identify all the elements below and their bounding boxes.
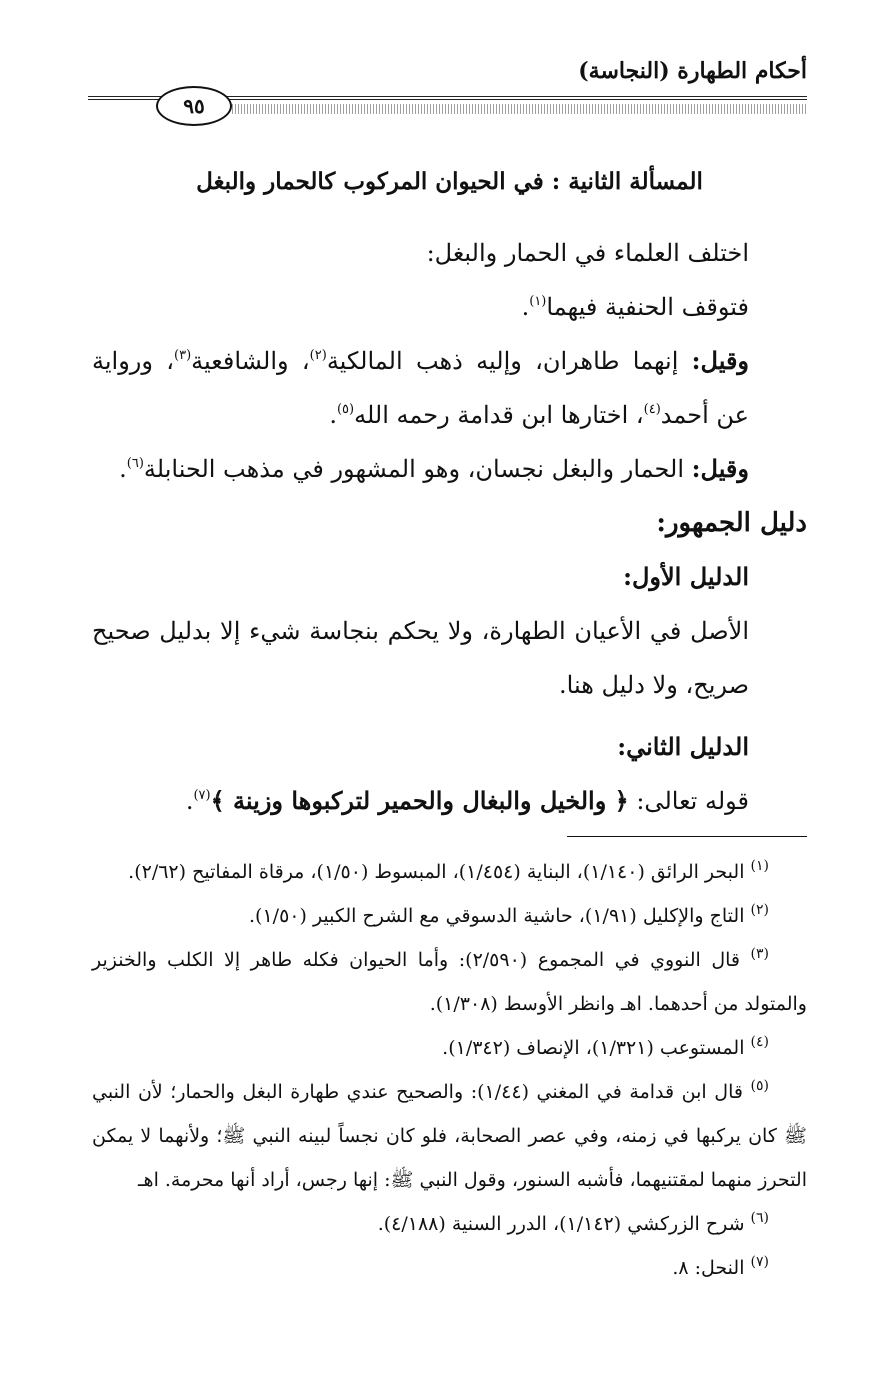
footnote-number: (٤) — [750, 1034, 769, 1050]
paragraph: وقيل: الحمار والبغل نجسان، وهو المشهور في مذهب الحنابلة$^{(٦)}$. — [119, 454, 749, 483]
heading-first-evidence: الدليل الأول: — [623, 562, 749, 591]
footnote-number: (٧) — [750, 1254, 769, 1270]
footnote: $^{(٥)}$ قال ابن قدامة في المغني (١/٤٤): والصحيح عندي طهارة البغل والحمار؛ لأن النبي ﷺ كان يركبها في زمنه، وفي عصر الصحابة، فلو كان نجساً لبينه النبي ﷺ؛ ولأنهما لا يمكن التحرز منهما لمقتنيهما، فأشبه السنور، وقول النبي ﷺ: إنها رجس، أراد أنها محرمة. اهـ — [92, 1078, 807, 1191]
footnote-number: (٥) — [750, 1078, 769, 1094]
paragraph: اختلف العلماء في الحمار والبغل: — [426, 239, 749, 267]
footnote-ref: (٤) — [643, 402, 661, 417]
footnote-number: (٢) — [750, 902, 769, 918]
evidence-section — [92, 496, 807, 828]
running-title: أحكام الطهارة (النجاسة) — [578, 58, 807, 84]
page-number — [156, 86, 232, 126]
footnote-ref: (٣) — [174, 348, 192, 363]
footnote-number: (٣) — [750, 946, 769, 962]
footnote: $^{(٤)}$ المستوعب (١/٣٢١)، الإنصاف (١/٣٤٢). — [442, 1034, 769, 1059]
header-ornament — [232, 104, 807, 114]
footnote-ref: (٧) — [193, 788, 211, 803]
footnote-number: (١) — [750, 858, 769, 874]
footnote: $^{(٢)}$ التاج والإكليل (١/٩١)، حاشية الدسوقي مع الشرح الكبير (١/٥٠). — [249, 902, 769, 927]
paragraph: قوله تعالى: ﴿ والخيل والبغال والحمير لتركبوها وزينة ﴾$^{(٧)}$. — [185, 786, 749, 815]
footnote: $^{(٧)}$ النحل: ٨. — [672, 1254, 769, 1279]
footnote-ref: (٥) — [336, 402, 355, 417]
section-title: المسألة الثانية : في الحيوان المركوب كالحمار والبغل — [196, 168, 703, 195]
footnote: $^{(١)}$ البحر الرائق (١/١٤٠)، البناية (١/٤٥٤)، المبسوط (١/٥٠)، مرقاة المفاتيح (٢/٦٢). — [128, 858, 769, 883]
paragraph: الأصل في الأعيان الطهارة، ولا يحكم بنجاسة شيء إلا بدليل صحيح صريح، ولا دليل هنا. — [92, 617, 749, 699]
footnote-ref: (١) — [529, 294, 547, 309]
footnote: $^{(٦)}$ شرح الزركشي (١/١٤٢)، الدرر السنية (٤/١٨٨). — [377, 1210, 769, 1235]
footnote-ref: (٦) — [126, 456, 144, 471]
footnote-separator — [567, 836, 807, 837]
quran-quote: ﴿ والخيل والبغال والحمير لتركبوها وزينة ﴾ — [210, 786, 629, 815]
heading-second-evidence: الدليل الثاني: — [617, 732, 749, 761]
main-text — [92, 226, 807, 496]
paragraph: وقيل: إنهما طاهران، وإليه ذهب المالكية$^{(٢)}$، والشافعية$^{(٣)}$، ورواية عن أحمد$^{(٤)}$، اختارها ابن قدامة رحمه الله$^{(٥)}$. — [92, 346, 750, 429]
footnote-ref: (٢) — [309, 348, 327, 363]
footnotes — [92, 850, 807, 1290]
heading-majority-evidence: دليل الجمهور: — [656, 508, 807, 538]
paragraph: فتوقف الحنفية فيهما$^{(١)}$. — [521, 293, 749, 321]
footnote-number: (٦) — [750, 1210, 769, 1226]
page-number-text: ٩٥ — [183, 94, 205, 118]
footnote: $^{(٣)}$ قال النووي في المجموع (٢/٥٩٠): وأما الحيوان فكله طاهر إلا الكلب والخنزير والمتولد من أحدهما. اهـ وانظر الأوسط (١/٣٠٨). — [92, 946, 807, 1015]
paragraph-lead: وقيل: — [691, 454, 749, 483]
paragraph-lead: وقيل: — [691, 346, 750, 375]
